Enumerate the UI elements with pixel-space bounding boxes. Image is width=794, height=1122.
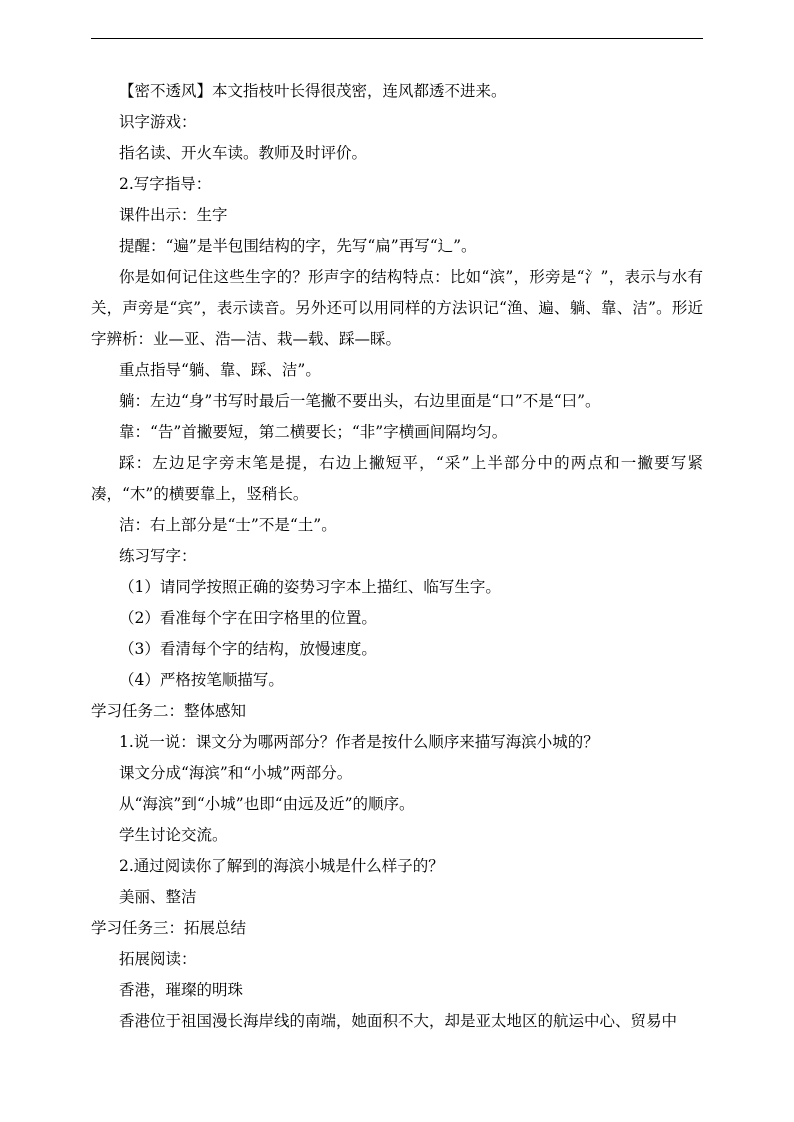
paragraph: 课文分成“海滨”和“小城”两部分。 [119, 764, 353, 782]
paragraph: 你是如何记住这些生字的？形声字的结构特点：比如“滨”，形旁是“氵”，表示与水有关，声旁是“宾”，表示读音。另外还可以用同样的方法识记“渔、遍、躺、靠、洁”。形近字辨析：业—亚、浩—洁、栽—载、踩—睬。 [91, 268, 703, 348]
paragraph: 香港位于祖国漫长海岸线的南端，她面积不大，却是亚太地区的航运中心、贸易中 [119, 1012, 678, 1030]
list-item: （4）严格按笔顺描写。 [119, 671, 284, 689]
list-item: （2）看准每个字在田字格里的位置。 [119, 609, 377, 627]
paragraph: 2.通过阅读你了解到的海滨小城是什么样子的？ [119, 857, 444, 875]
paragraph: 拓展阅读： [119, 950, 197, 968]
header-rule [91, 38, 703, 39]
list-item: （1）请同学按照正确的姿势习字本上描红、临写生字。 [119, 578, 501, 596]
paragraph: 靠：“告”首撇要短，第二横要长；“非”字横画间隔均匀。 [119, 423, 508, 441]
paragraph: 踩：左边足字旁末笔是提，右边上撇短平，“采”上半部分中的两点和一撇要写紧凑，“木”的横要靠上，竖稍长。 [91, 454, 703, 503]
reading-title: 香港，璀璨的明珠 [119, 981, 244, 999]
section-heading: 2.写字指导： [119, 175, 212, 193]
task-heading: 学习任务三：拓展总结 [91, 919, 247, 937]
paragraph: 从“海滨”到“小城”也即“由远及近”的顺序。 [119, 795, 415, 813]
paragraph: 美丽、整洁 [119, 888, 197, 906]
paragraph: 洁：右上部分是“士”不是“土”。 [119, 516, 337, 534]
paragraph: 重点指导“躺、靠、踩、洁”。 [119, 361, 321, 379]
paragraph: 【密不透风】本文指枝叶长得很茂密，连风都透不进来。 [119, 82, 507, 100]
task-heading: 学习任务二：整体感知 [91, 702, 247, 720]
paragraph: 学生讨论交流。 [119, 826, 228, 844]
paragraph: 识字游戏： [119, 113, 197, 131]
paragraph: 1.说一说：课文分为哪两部分？作者是按什么顺序来描写海滨小城的？ [119, 733, 599, 751]
document-body [91, 76, 703, 1037]
list-item: （3）看清每个字的结构，放慢速度。 [119, 640, 377, 658]
paragraph: 提醒：“遍”是半包围结构的字，先写“扁”再写“辶”。 [119, 237, 477, 255]
paragraph: 指名读、开火车读。教师及时评价。 [119, 144, 368, 162]
paragraph: 课件出示：生字 [119, 206, 228, 224]
paragraph: 练习写字： [119, 547, 197, 565]
paragraph: 躺：左边“身”书写时最后一笔撇不要出头，右边里面是“口”不是“曰”。 [119, 392, 601, 410]
